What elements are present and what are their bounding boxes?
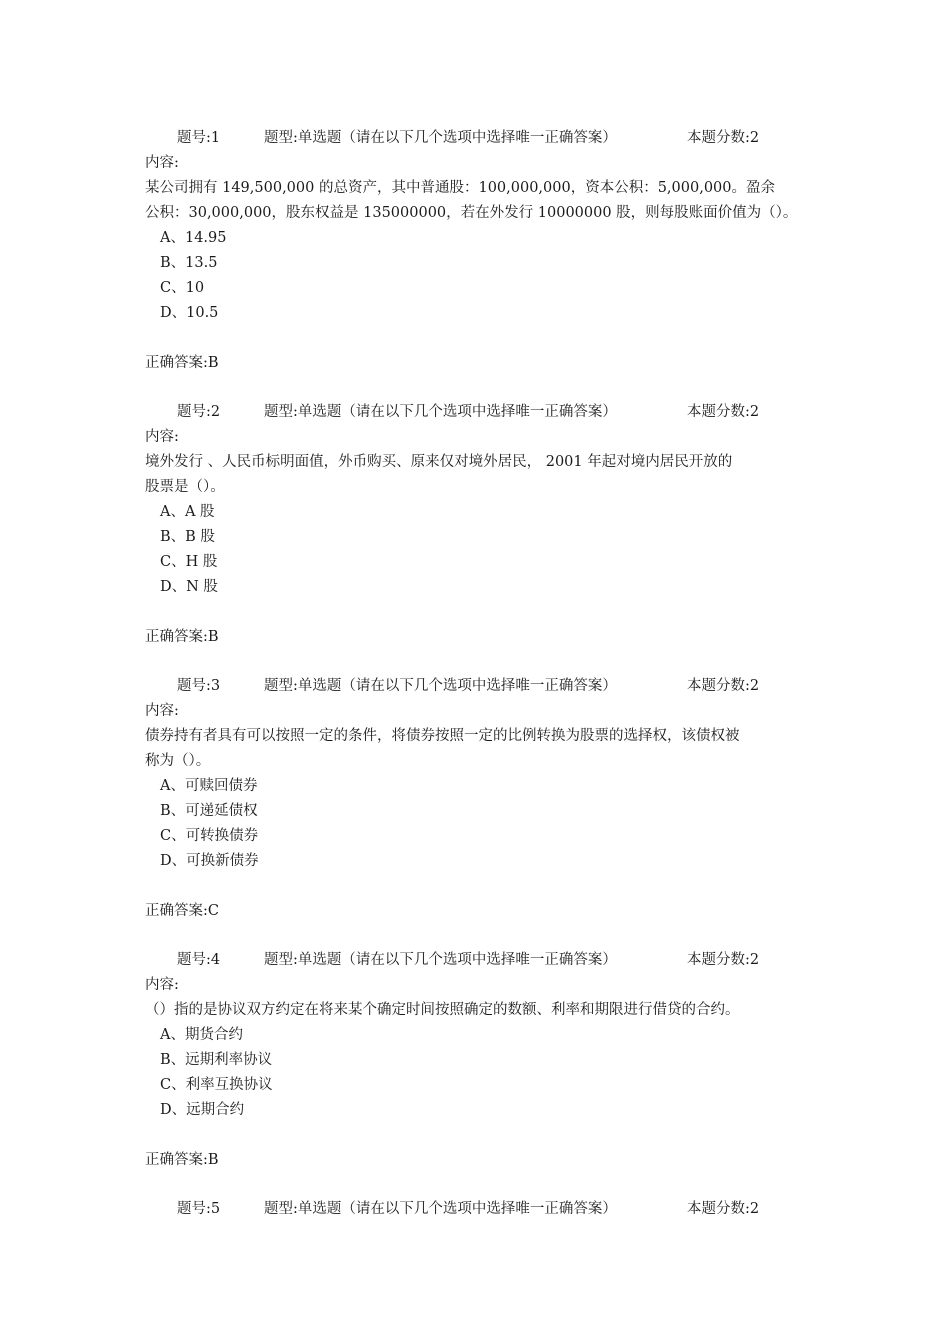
question-number: 题号:1 xyxy=(177,130,221,146)
answer-option: C、H 股 xyxy=(160,554,218,570)
question-text-line: 公积：30,000,000，股东权益是 135000000，若在外发行 10000000 股，则每股账面价值为（）。 xyxy=(145,205,798,221)
answer-option: B、B 股 xyxy=(160,529,215,545)
question-number: 题号:4 xyxy=(177,952,221,968)
question-text-line: 称为（）。 xyxy=(145,753,211,769)
question-score: 本题分数:2 xyxy=(687,1201,760,1217)
answer-option: C、可转换债券 xyxy=(160,828,259,844)
correct-answer: 正确答案:C xyxy=(145,903,219,919)
answer-option: C、利率互换协议 xyxy=(160,1077,273,1093)
answer-option: B、远期利率协议 xyxy=(160,1052,273,1068)
content-label: 内容: xyxy=(145,155,179,171)
question-number: 题号:2 xyxy=(177,404,221,420)
question-score: 本题分数:2 xyxy=(687,404,760,420)
content-label: 内容: xyxy=(145,977,179,993)
question-type: 题型:单选题（请在以下几个选项中选择唯一正确答案） xyxy=(264,1201,617,1217)
question-text-line: 债券持有者具有可以按照一定的条件，将债券按照一定的比例转换为股票的选择权，该债权被 xyxy=(145,728,740,744)
correct-answer: 正确答案:B xyxy=(145,355,219,371)
answer-option: B、可递延债权 xyxy=(160,803,258,819)
answer-option: D、可换新债券 xyxy=(160,853,259,869)
answer-option: B、13.5 xyxy=(160,255,218,271)
answer-option: A、14.95 xyxy=(160,230,227,246)
answer-option: A、期货合约 xyxy=(160,1027,243,1043)
question-score: 本题分数:2 xyxy=(687,678,760,694)
answer-option: A、A 股 xyxy=(160,504,215,520)
answer-option: D、远期合约 xyxy=(160,1102,245,1118)
content-label: 内容: xyxy=(145,429,179,445)
question-text-line: 某公司拥有 149,500,000 的总资产，其中普通股：100,000,000，资本公积：5,000,000。盈余 xyxy=(145,180,776,196)
answer-option: A、可赎回债券 xyxy=(160,778,258,794)
question-number: 题号:3 xyxy=(177,678,221,694)
question-score: 本题分数:2 xyxy=(687,130,760,146)
correct-answer: 正确答案:B xyxy=(145,1152,219,1168)
question-type: 题型:单选题（请在以下几个选项中选择唯一正确答案） xyxy=(264,404,617,420)
question-text-line: （）指的是协议双方约定在将来某个确定时间按照确定的数额、利率和期限进行借贷的合约。 xyxy=(145,1002,740,1018)
answer-option: D、10.5 xyxy=(160,305,219,321)
question-text-line: 股票是（）。 xyxy=(145,479,225,495)
question-number: 题号:5 xyxy=(177,1201,221,1217)
answer-option: C、10 xyxy=(160,280,205,296)
question-score: 本题分数:2 xyxy=(687,952,760,968)
question-text-line: 境外发行 、人民币标明面值，外币购买、原来仅对境外居民， 2001 年起对境内居民开放的 xyxy=(145,454,733,470)
answer-option: D、N 股 xyxy=(160,579,218,595)
content-label: 内容: xyxy=(145,703,179,719)
question-type: 题型:单选题（请在以下几个选项中选择唯一正确答案） xyxy=(264,130,617,146)
correct-answer: 正确答案:B xyxy=(145,629,219,645)
question-type: 题型:单选题（请在以下几个选项中选择唯一正确答案） xyxy=(264,952,617,968)
question-type: 题型:单选题（请在以下几个选项中选择唯一正确答案） xyxy=(264,678,617,694)
